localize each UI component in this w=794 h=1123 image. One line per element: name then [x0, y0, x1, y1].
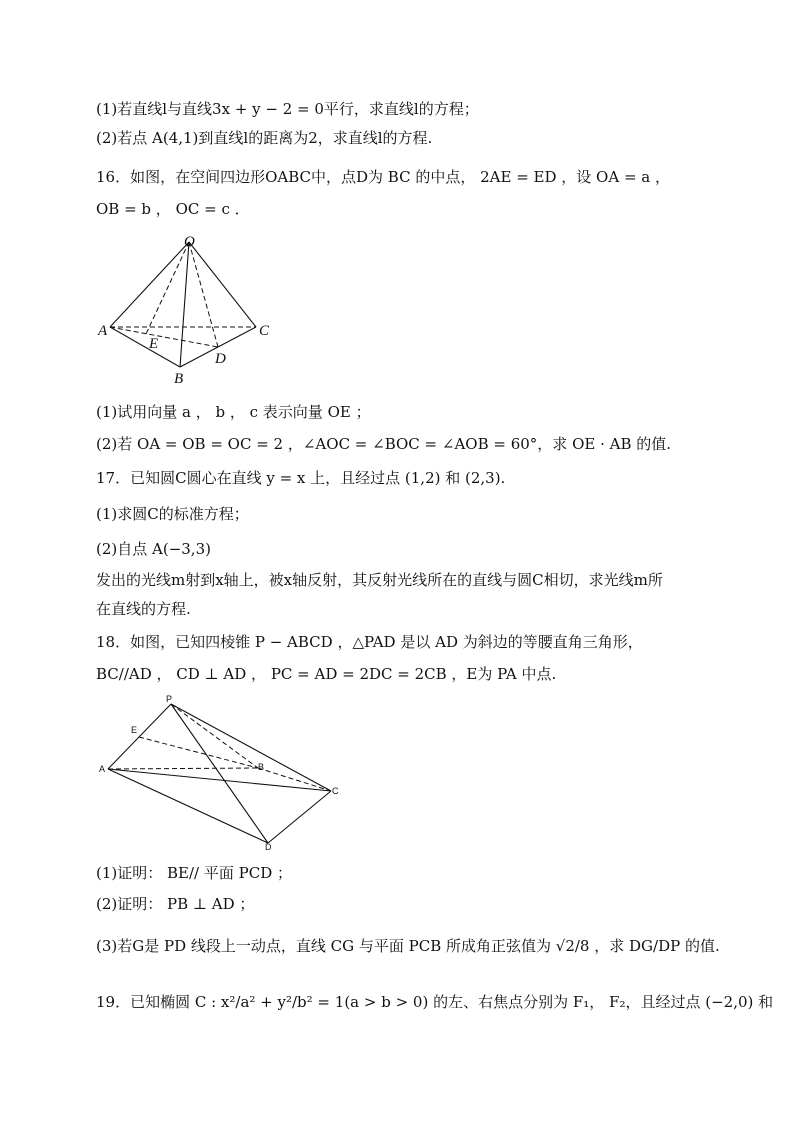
edge-oc — [189, 242, 256, 327]
q16-stem-cont: OB = b ， OC = c ． — [96, 200, 250, 218]
edge-ab-hidden — [108, 768, 258, 769]
q16-part1: (1)试用向量 a ， b ， c 表示向量 OE ； — [96, 403, 371, 421]
edge-ad — [108, 769, 268, 843]
q18-part2: (2)证明： PB ⊥ AD ； — [96, 895, 255, 913]
edge-pa — [108, 704, 171, 769]
q19-stem: 19．已知椭圆 C : x²/a² + y²/b² = 1(a > b > 0) 的左、右焦点分别为 F₁， F₂，且经过点 (−2,0) 和 — [96, 993, 774, 1011]
label-b: B — [258, 762, 265, 772]
edge-ob — [180, 242, 189, 367]
pyramid-figure — [96, 690, 356, 850]
q18-stem: 18．如图，已知四棱锥 P − ABCD ，△PAD 是以 AD 为斜边的等腰直角三角形， — [96, 633, 643, 651]
tetrahedron-figure — [94, 230, 284, 390]
label-e: E — [131, 725, 138, 735]
label-d: D — [215, 351, 226, 367]
q18-stem-cont: BC//AD ， CD ⊥ AD ， PC = AD = 2DC = 2CB ，E为 PA 中点. — [96, 665, 557, 683]
q15-part1: (1)若直线l与直线3x + y − 2 = 0平行，求直线l的方程； — [96, 100, 479, 118]
q15-part2: (2)若点 A(4,1)到直线l的距离为2，求直线l的方程. — [96, 129, 433, 147]
q17-part2-end: 在直线的方程. — [96, 600, 191, 618]
segment-od — [189, 242, 218, 347]
label-e: E — [149, 336, 159, 352]
q16-stem: 16．如图，在空间四边形OABC中，点D为 BC 的中点， 2AE = ED ，设 OA = a ， — [96, 168, 670, 186]
label-o: O — [184, 234, 195, 250]
label-c: C — [332, 786, 339, 796]
segment-ad — [110, 327, 218, 347]
edge-pd — [171, 704, 268, 843]
q16-part2: (2)若 OA = OB = OC = 2 ，∠AOC = ∠BOC = ∠AOB = 60°，求 OE · AB 的值. — [96, 435, 672, 453]
q18-part1: (1)证明： BE// 平面 PCD ； — [96, 864, 292, 882]
label-a: A — [98, 323, 108, 339]
label-d: D — [265, 842, 272, 850]
label-p: P — [166, 694, 173, 704]
q17-stem: 17．已知圆C圆心在直线 y = x 上，且经过点 (1,2) 和 (2,3). — [96, 469, 506, 487]
q18-part3: (3)若G是 PD 线段上一动点，直线 CG 与平面 PCB 所成角正弦值为 √2/8 ，求 DG/DP 的值. — [96, 937, 720, 955]
edge-pb-hidden — [171, 704, 258, 768]
q17-part2-cont: 发出的光线m射到x轴上，被x轴反射，其反射光线所在的直线与圆C相切，求光线m所 — [96, 571, 663, 589]
q17-part2: (2)自点 A(−3,3) — [96, 540, 211, 558]
label-c: C — [259, 323, 270, 339]
label-b: B — [174, 371, 184, 387]
edge-dc — [268, 791, 331, 843]
q17-part1: (1)求圆C的标准方程； — [96, 505, 249, 523]
segment-oe — [146, 242, 189, 334]
edge-oa — [110, 242, 189, 327]
label-a: A — [99, 764, 106, 774]
